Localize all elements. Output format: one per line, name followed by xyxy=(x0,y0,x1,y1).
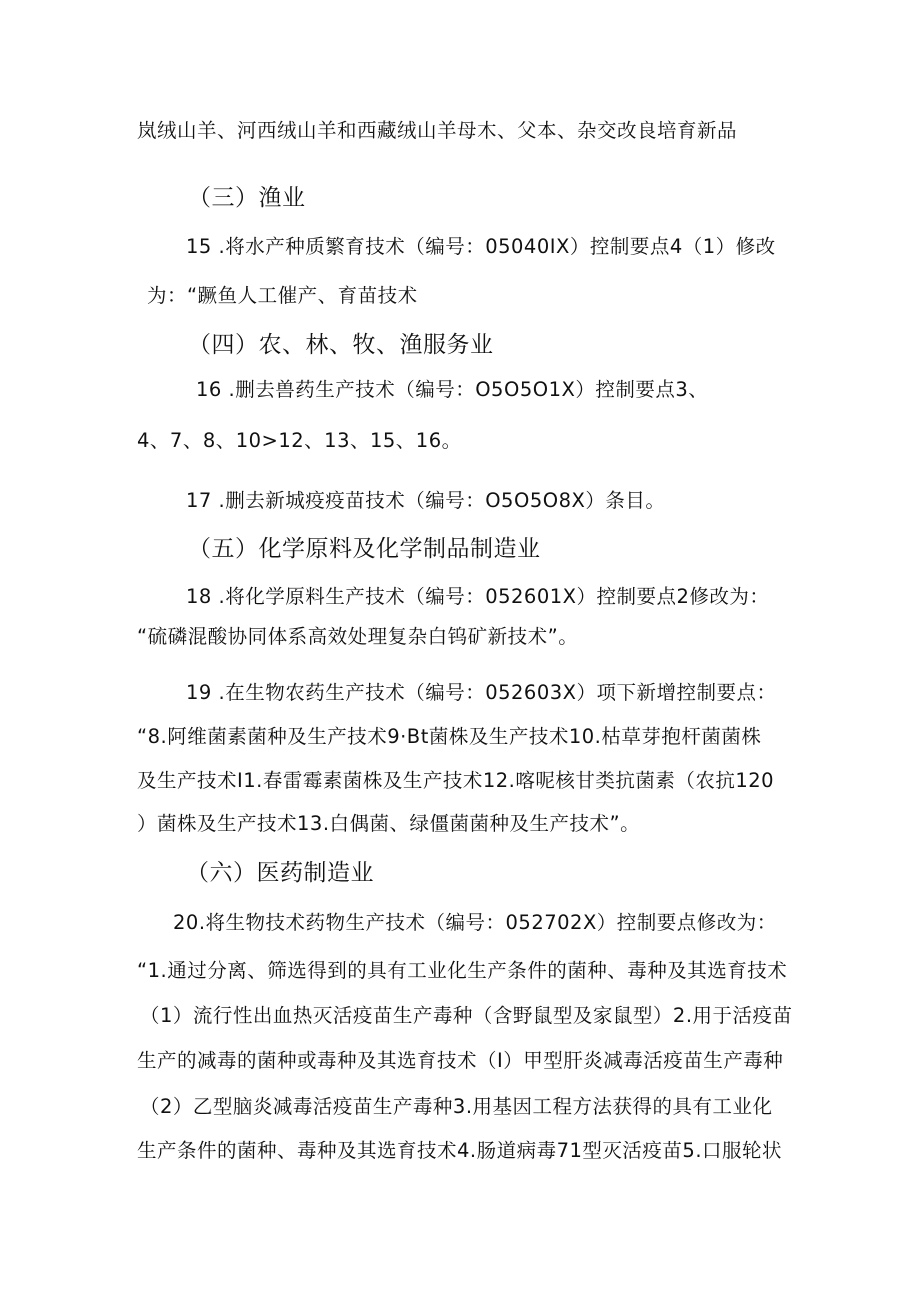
text-line: 及生产技术I1.春雷霉素菌株及生产技术12.喀呢核甘类抗菌素（农抗120 xyxy=(137,769,775,792)
text-line: 4、7、8、10>12、13、15、16。 xyxy=(137,429,462,452)
text-line: “硫磷混酸协同体系高效处理复杂白钨矿新技术”。 xyxy=(137,625,579,648)
text-line: （2）乙型脑炎减毒活疫苗生产毒种3.用基因工程方法获得的具有工业化 xyxy=(140,1095,773,1118)
text-line: 生产条件的菌种、毒种及其选育技术4.肠道病毒71型灭活疫苗5.口服轮状 xyxy=(137,1139,783,1162)
text-line: 岚绒山羊、河西绒山羊和西藏绒山羊母木、父本、杂交改良培育新品 xyxy=(137,119,738,142)
section-heading: （三）渔业 xyxy=(188,185,306,211)
text-line: 15 .将水产种质繁育技术（编号：05040IX）控制要点4（1）修改 xyxy=(186,235,776,258)
section-heading: （五）化学原料及化学制品制造业 xyxy=(188,536,541,562)
section-heading: （四）农、林、牧、渔服务业 xyxy=(188,332,494,358)
text-line: ）菌株及生产技术13.白偶菌、绿僵菌菌种及生产技术”。 xyxy=(137,812,641,835)
text-line: 16 .删去兽药生产技术（编号：O5O5O1X）控制要点3、 xyxy=(196,378,709,401)
section-heading: （六）医药制造业 xyxy=(186,860,374,886)
text-line: 17 .删去新城疫疫苗技术（编号：O5O5O8X）条目。 xyxy=(186,489,666,512)
text-line: “8.阿维菌素菌种及生产技术9·Bt菌株及生产技术10.枯草芽抱杆菌菌株 xyxy=(137,725,762,748)
text-line: 20.将生物技术药物生产技术（编号：052702X）控制要点修改为： xyxy=(173,911,777,934)
text-line: 19 .在生物农药生产技术（编号：052603X）项下新增控制要点： xyxy=(186,681,777,704)
text-line: 为：“蹶鱼人工催产、育苗技术 xyxy=(147,284,418,307)
text-line: （1）流行性出血热灭活疫苗生产毒种（含野鼠型及家鼠型）2.用于活疫苗 xyxy=(140,1004,793,1027)
text-line: 生产的减毒的菌种或毒种及其选育技术（I）甲型肝炎减毒活疫苗生产毒种 xyxy=(137,1049,784,1072)
text-line: 18 .将化学原料生产技术（编号：052601X）控制要点2修改为： xyxy=(186,585,770,608)
text-line: “1.通过分离、筛选得到的具有工业化生产条件的菌种、毒种及其选育技术 xyxy=(137,959,788,982)
